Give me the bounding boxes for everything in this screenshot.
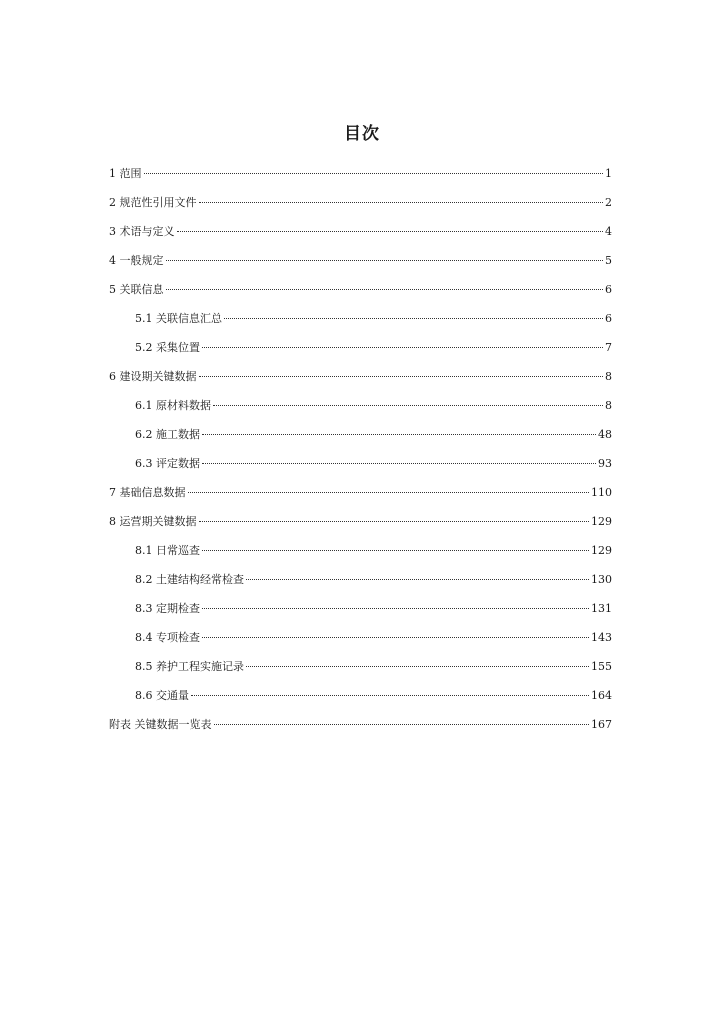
toc-page-number: 167	[591, 718, 612, 731]
toc-entry[interactable]	[109, 424, 612, 453]
toc-dot-leader	[199, 376, 604, 377]
toc-page-number: 5	[605, 254, 612, 267]
toc-page-number: 48	[598, 428, 612, 441]
toc-page-number: 130	[591, 573, 612, 586]
toc-entry-label: 8.4 专项检查	[135, 631, 200, 644]
toc-entry-label: 6.2 施工数据	[135, 428, 200, 441]
toc-entry-label: 8.6 交通量	[135, 689, 189, 702]
toc-dot-leader	[188, 492, 590, 493]
toc-entry-label: 8 运营期关键数据	[109, 515, 197, 528]
toc-entry[interactable]	[109, 279, 612, 308]
toc-entry[interactable]	[109, 250, 612, 279]
table-of-contents	[109, 163, 612, 743]
toc-dot-leader	[166, 289, 604, 290]
toc-dot-leader	[199, 202, 604, 203]
toc-entry[interactable]	[109, 482, 612, 511]
toc-page-number: 6	[605, 283, 612, 296]
toc-page-number: 110	[591, 486, 612, 499]
toc-entry-label: 3 术语与定义	[109, 225, 175, 238]
toc-entry[interactable]	[109, 511, 612, 540]
toc-dot-leader	[191, 695, 589, 696]
toc-entry-label: 7 基础信息数据	[109, 486, 186, 499]
toc-entry-label: 2 规范性引用文件	[109, 196, 197, 209]
toc-dot-leader	[214, 724, 590, 725]
toc-entry[interactable]	[109, 627, 612, 656]
toc-dot-leader	[202, 550, 589, 551]
toc-dot-leader	[202, 608, 589, 609]
toc-page-number: 131	[591, 602, 612, 615]
toc-page-number: 129	[591, 544, 612, 557]
toc-dot-leader	[202, 463, 596, 464]
toc-entry[interactable]	[109, 685, 612, 714]
toc-entry-label: 6.3 评定数据	[135, 457, 200, 470]
toc-dot-leader	[246, 666, 589, 667]
toc-dot-leader	[246, 579, 589, 580]
toc-page-number: 93	[598, 457, 612, 470]
toc-entry-label: 6.1 原材料数据	[135, 399, 211, 412]
toc-page-number: 1	[605, 167, 612, 180]
toc-entry[interactable]	[109, 569, 612, 598]
toc-dot-leader	[213, 405, 603, 406]
toc-entry-label: 8.1 日常巡查	[135, 544, 200, 557]
toc-page-number: 2	[605, 196, 612, 209]
toc-dot-leader	[166, 260, 604, 261]
toc-page-number: 7	[605, 341, 612, 354]
toc-page-number: 4	[605, 225, 612, 238]
toc-entry[interactable]	[109, 656, 612, 685]
toc-entry-label: 5.1 关联信息汇总	[135, 312, 222, 325]
toc-entry[interactable]	[109, 192, 612, 221]
toc-dot-leader	[202, 347, 603, 348]
toc-entry-label: 5.2 采集位置	[135, 341, 200, 354]
toc-dot-leader	[199, 521, 590, 522]
toc-entry[interactable]	[109, 337, 612, 366]
toc-entry-label: 5 关联信息	[109, 283, 164, 296]
toc-page-number: 8	[605, 370, 612, 383]
toc-dot-leader	[202, 637, 589, 638]
toc-page-number: 129	[591, 515, 612, 528]
toc-entry[interactable]	[109, 308, 612, 337]
toc-dot-leader	[177, 231, 604, 232]
toc-page-number: 143	[591, 631, 612, 644]
toc-page-number: 6	[605, 312, 612, 325]
toc-entry-label: 8.5 养护工程实施记录	[135, 660, 244, 673]
toc-entry[interactable]	[109, 163, 612, 192]
toc-entry[interactable]	[109, 714, 612, 743]
toc-entry-label: 6 建设期关键数据	[109, 370, 197, 383]
toc-page-number: 8	[605, 399, 612, 412]
toc-page-number: 164	[591, 689, 612, 702]
toc-entry-label: 附表 关键数据一览表	[109, 718, 212, 731]
toc-title: 目次	[344, 124, 380, 144]
toc-entry-label: 8.2 土建结构经常检查	[135, 573, 244, 586]
toc-entry[interactable]	[109, 453, 612, 482]
toc-entry[interactable]	[109, 540, 612, 569]
toc-entry[interactable]	[109, 598, 612, 627]
toc-entry-label: 1 范围	[109, 167, 142, 180]
toc-dot-leader	[224, 318, 603, 319]
toc-entry-label: 8.3 定期检查	[135, 602, 200, 615]
toc-dot-leader	[144, 173, 604, 174]
toc-entry[interactable]	[109, 221, 612, 250]
toc-dot-leader	[202, 434, 596, 435]
toc-page-number: 155	[591, 660, 612, 673]
toc-entry[interactable]	[109, 366, 612, 395]
toc-entry[interactable]	[109, 395, 612, 424]
toc-entry-label: 4 一般规定	[109, 254, 164, 267]
